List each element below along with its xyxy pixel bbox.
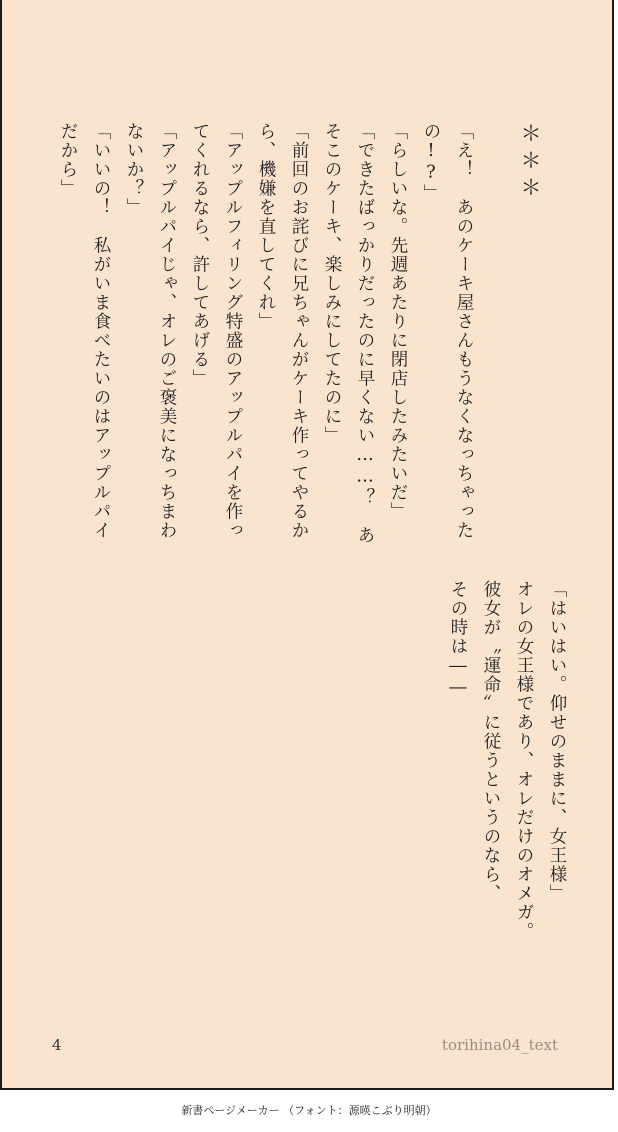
closing-text-column: 彼女が〝運命〟に従うというのなら、 — [481, 580, 501, 903]
text-column: 「らしいな。先週あたりに閉店したみたいだ」 — [388, 122, 408, 521]
footer-credit: 新書ページメーカー （フォント：源暎こぶり明朝） — [181, 1104, 437, 1117]
text-column: だから」 — [58, 122, 78, 198]
text-column: ＊＊＊ — [518, 122, 542, 203]
text-column: 「いいの！ 私がいま食べたいのはアップルパイ — [91, 122, 111, 540]
text-column: ら、機嫌を直してくれ」 — [256, 122, 276, 331]
closing-text-column: その時は―― — [448, 580, 468, 699]
closing-text-column: 「はいはい。仰せのままに、女王様」 — [547, 580, 567, 903]
text-column: 「できたばっかりだったのに早くない……？ あ — [355, 122, 375, 545]
text-column: そこのケーキ、楽しみにしてたのに」 — [322, 122, 342, 445]
text-column: 「アップルフィリング特盛のアップルパイを作っ — [223, 122, 243, 540]
text-column: の!?」 — [421, 122, 441, 203]
text-column: 「え！ あのケーキ屋さんもうなくなっちゃった — [454, 122, 474, 540]
text-column: ないか？」 — [124, 122, 144, 217]
text-column: 「前回のお詫びに兄ちゃんがケーキ作ってやるか — [289, 122, 309, 540]
text-column: 「アップルパイじゃ、オレのご褒美になっちまわ — [157, 122, 177, 540]
closing-text-column: オレの女王様であり、オレだけのオメガ。 — [514, 580, 534, 941]
page-number: 4 — [52, 1036, 62, 1054]
text-column: てくれるなら、許してあげる」 — [190, 122, 210, 388]
author-watermark: torihina04_text — [441, 1036, 558, 1054]
